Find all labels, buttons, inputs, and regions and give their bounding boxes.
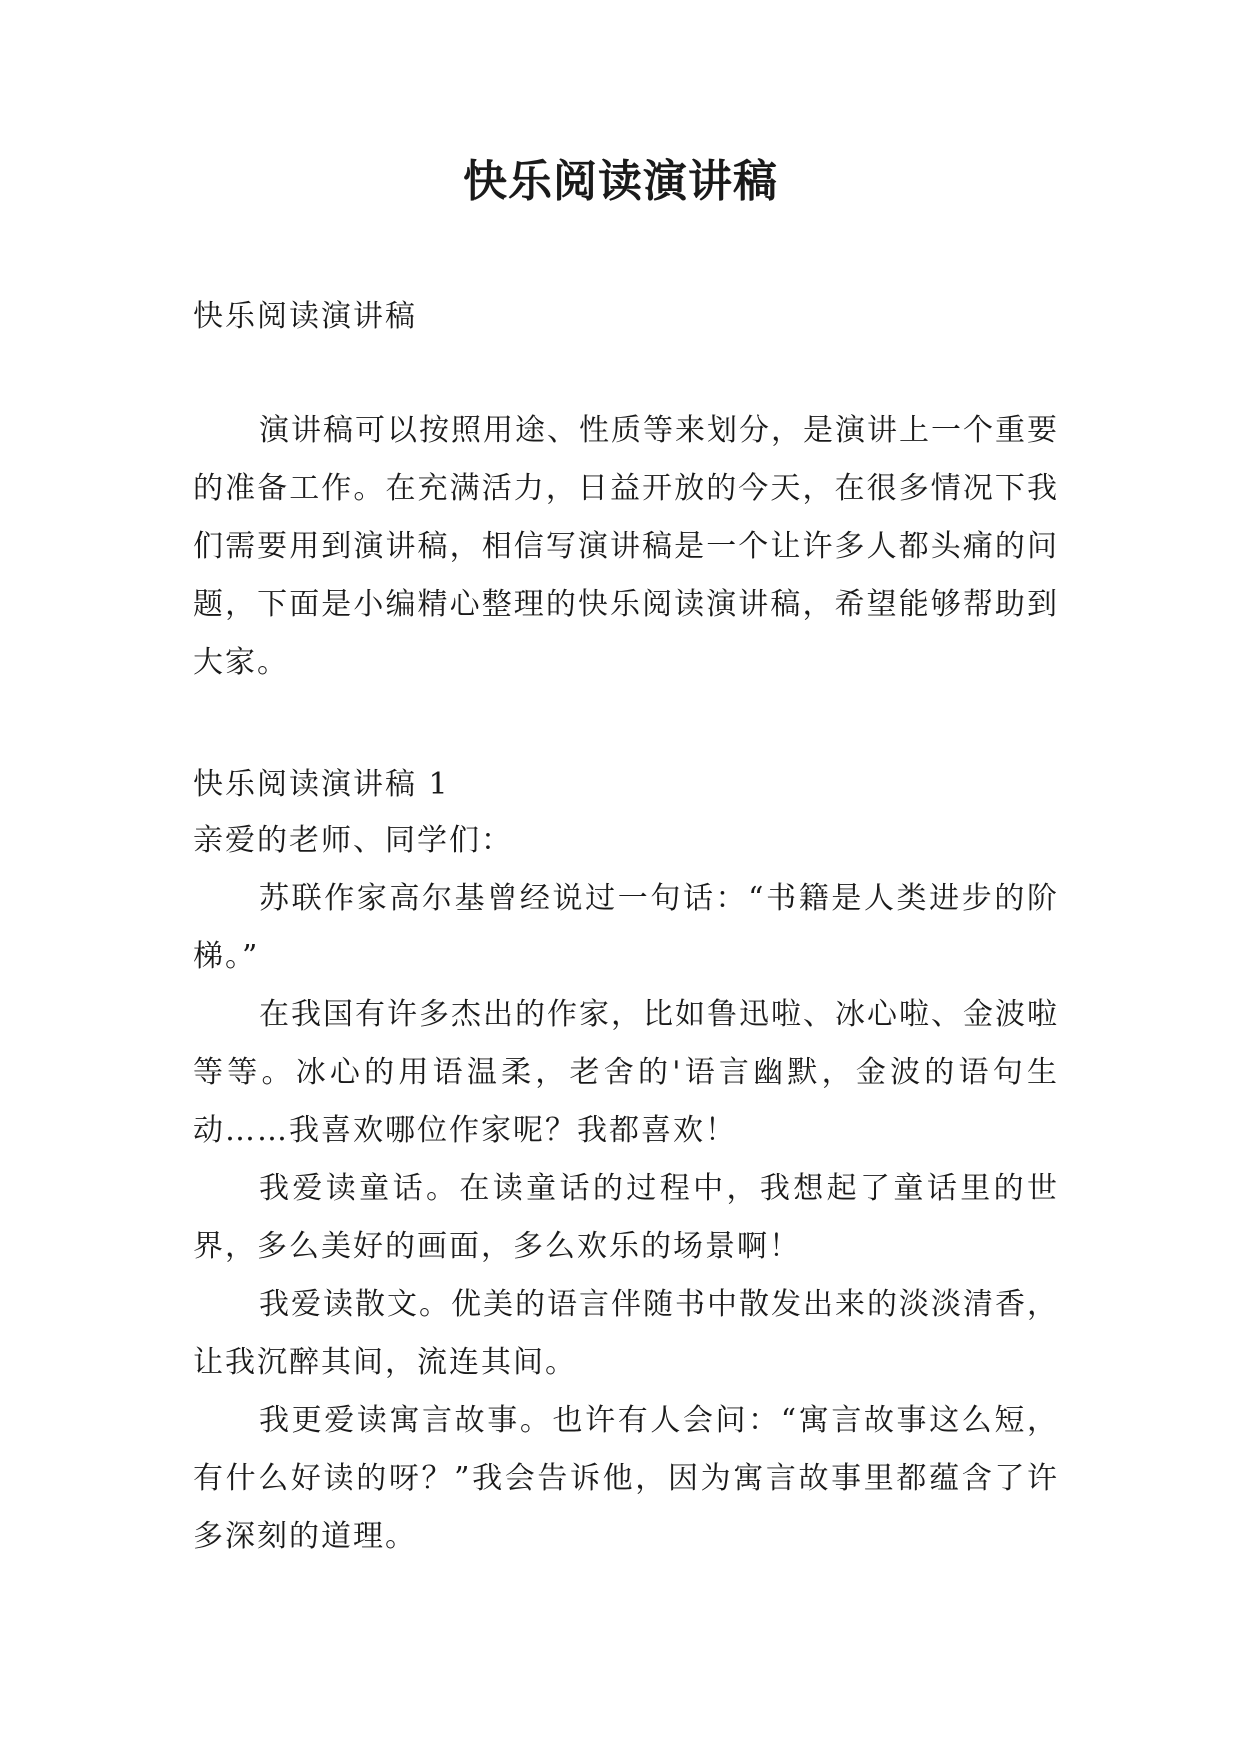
document-title: 快乐阅读演讲稿 (463, 156, 778, 207)
document-subtitle: 快乐阅读演讲稿 (193, 299, 417, 334)
body-paragraph: 我爱读散文。优美的语言伴随书中散发出来的淡淡清香，让我沉醉其间，流连其间。 (193, 1287, 1059, 1380)
body-paragraph: 我更爱读寓言故事。也许有人会问：“寓言故事这么短，有什么好读的呀？”我会告诉他，因为寓言故事里都蕴含了许多深刻的道理。 (193, 1403, 1059, 1554)
salutation: 亲爱的老师、同学们： (193, 823, 513, 858)
body-paragraph: 在我国有许多杰出的作家，比如鲁迅啦、冰心啦、金波啦等等。冰心的用语温柔，老舍的'语言幽默，金波的语句生动……我喜欢哪位作家呢？我都喜欢！ (193, 997, 1059, 1148)
body-paragraph: 我爱读童话。在读童话的过程中，我想起了童话里的世界，多么美好的画面，多么欢乐的场景啊！ (193, 1171, 1059, 1264)
intro-paragraph: 演讲稿可以按照用途、性质等来划分，是演讲上一个重要的准备工作。在充满活力，日益开放的今天，在很多情况下我们需要用到演讲稿，相信写演讲稿是一个让许多人都头痛的问题，下面是小编精心整理的快乐阅读演讲稿，希望能够帮助到大家。 (193, 413, 1059, 680)
body-paragraph: 苏联作家高尔基曾经说过一句话：“书籍是人类进步的阶梯。” (193, 881, 1059, 974)
section-heading: 快乐阅读演讲稿 1 (193, 767, 450, 802)
